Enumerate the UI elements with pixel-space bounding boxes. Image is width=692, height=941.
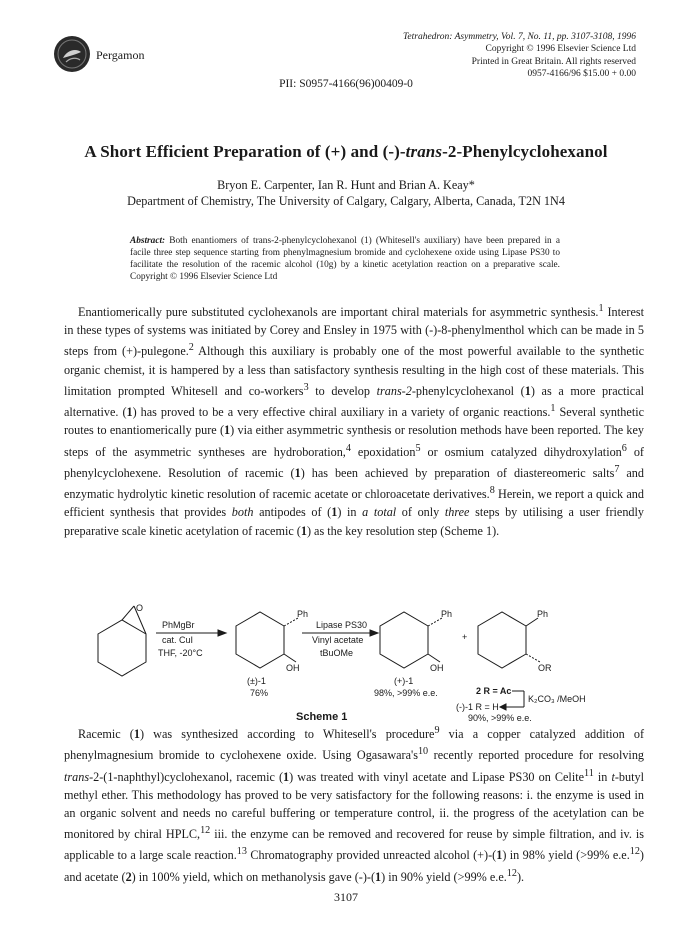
copyright-line: Copyright © 1996 Elsevier Science Ltd (485, 44, 636, 55)
racemic-alcohol-ring (236, 612, 284, 668)
reaction-scheme (64, 600, 644, 724)
r-hydrogen-yield: 90%, >99% e.e. (468, 713, 532, 723)
journal-info (306, 31, 636, 80)
label-ph-3: Ph (537, 609, 549, 619)
page-number: 3107 (334, 890, 358, 904)
body-paragraph-2: Racemic (1) was synthesized according to Whitesell's procedure$^9$ via a copper catalyzed addition of phenylmagnesium bromide to cyclohexene oxide. Using $Ogasawara's^{10}$ recently reported procedure for resolving trans-2-(1-naphthyl)cyclohexanol, racemic (1) was treated with vinyl acetate and Lipase PS30 on Celite$^{11}$ in t-butyl methyl ether. This methodology has proved to be very satisfactory for the following reasons: i. the enzyme is used in an organic solvent and needs no careful buffering or temperature control, ii. the progress of the acetylation can be monitored by chiral HPLC,$^{12}$ iii. the enzyme can be removed and recovered for reuse by simple filtration, and iv. is applicable to a large scale reaction.$^{13}$ Chromatography provided unreacted alcohol (+)-(1) in 98% yield (>99% e.e.$^{12}$) and acetate (2) in 100% yield, which on methanolysis gave (-)-(1) in 90% yield (>99% e.e.$^{12}$). (64, 725, 645, 884)
affiliation: Department of Chemistry, The University of Calgary, Calgary, Alberta, Canada, T2N 1N4 (127, 194, 565, 208)
reagent-lipase: Lipase PS30 (316, 620, 368, 630)
publisher-name: Pergamon (96, 48, 145, 62)
abstract-label: Abstract: (130, 236, 166, 246)
acetate-ring (478, 612, 526, 668)
printed-line: Printed in Great Britain. All rights reserved (471, 56, 636, 67)
label-ph-2: Ph (441, 609, 453, 619)
label-ph-1: Ph (297, 609, 309, 619)
cpd-plus-name: (+)-1 (394, 676, 414, 686)
plus-sign: + (462, 632, 468, 642)
reagent-tbuome: tBuOMe (320, 648, 354, 658)
cpd-racemic-yield: 76% (250, 688, 269, 698)
label-oh-1: OH (286, 663, 300, 673)
abstract-text: Both enantiomers of trans-2-phenylcyclohexanol (1) (Whitesell's auxiliary) have been prepared in a facile three step sequence starting from phenylmagnesium bromide and cyclohexene oxide using Lipase PS30 to facilitate the resolution of the racemic alcohol (10g) by a kinetic acetylation reaction on a preparative scale. Copyright © 1996 Elsevier Science Ltd (130, 236, 560, 282)
label-epoxide-o: O (136, 603, 144, 613)
reagent-thf: THF, -20°C (158, 648, 203, 658)
reagent-phmgbr: PhMgBr (162, 620, 195, 630)
plus-alcohol-ring (380, 612, 428, 668)
cyclohexene-oxide-ring (98, 620, 146, 676)
label-oh-2: OH (430, 663, 444, 673)
article-title: A Short Efficient Preparation of (+) and (-)-trans-2-Phenylcyclohexanol (84, 142, 608, 161)
cpd-racemic-name: (±)-1 (247, 676, 266, 686)
pii-identifier: PII: S0957-4166(96)00409-0 (279, 78, 413, 90)
reagent-vinyl-acetate: Vinyl acetate (312, 635, 364, 645)
r-acetyl-label: 2 R = Ac (476, 686, 512, 696)
publisher-logo (52, 34, 92, 74)
journal-citation: Tetrahedron: Asymmetry, Vol. 7, No. 11, pp. 3107-3108, 1996 (402, 32, 636, 42)
label-or: OR (538, 663, 552, 673)
reagent-cui: cat. CuI (162, 635, 194, 645)
cpd-plus-yield: 98%, >99% e.e. (374, 688, 438, 698)
price-line: 0957-4166/96 $15.00 + 0.00 (527, 68, 636, 79)
body-paragraph-1: Enantiomerically pure substituted cyclohexanols are important chiral materials for asymmetric synthesis.$^1$ Interest in these types of systems was initiated by Corey and Ensley in 1975 with (-)-8-phenylmenthol which can be made in 5 steps from (+)-pulegone.$^2$ Although this auxiliary is probably one of the most powerful available to the synthetic organic chemist, it is hampered by a less than satisfactory synthesis resulting in the high cost of these materials. This limitation prompted Whitesell and co-workers$^3$ to develop trans-2-phenylcyclohexanol (1) as a more practical alternative. (1) has proved to be a very effective chiral auxiliary in a variety of organic reactions.$^1$ Several synthetic routes to enantiomerically pure (1) via either asymmetric synthesis or resolution methods have been reported. The key steps of the asymmetric syntheses are hydroboration,$^4$ epoxidation$^5$ or osmium catalyzed dihydroxylation$^6$ of phenylcyclohexene. Resolution of racemic (1) has been achieved by preparation of diastereomeric salts$^7$ and enzymatic hydrolytic kinetic resolution of racemic acetate or chloroacetate derivatives.$^8$ Herein, we report a quick and efficient synthesis that provides both antipodes of (1) in a total of only three steps by utilising a user friendly preparative scale kinetic acetylation of racemic (1) as the key resolution step (Scheme 1). (64, 303, 645, 538)
abstract (130, 236, 560, 284)
scheme-caption: Scheme 1 (296, 711, 348, 723)
author-list: Bryon E. Carpenter, Ian R. Hunt and Brian A. Keay* (217, 178, 475, 192)
r-hydrogen-label: (-)-1 R = H (456, 702, 499, 712)
k2co3-reagent: K₂CO₃ /MeOH (528, 694, 586, 704)
